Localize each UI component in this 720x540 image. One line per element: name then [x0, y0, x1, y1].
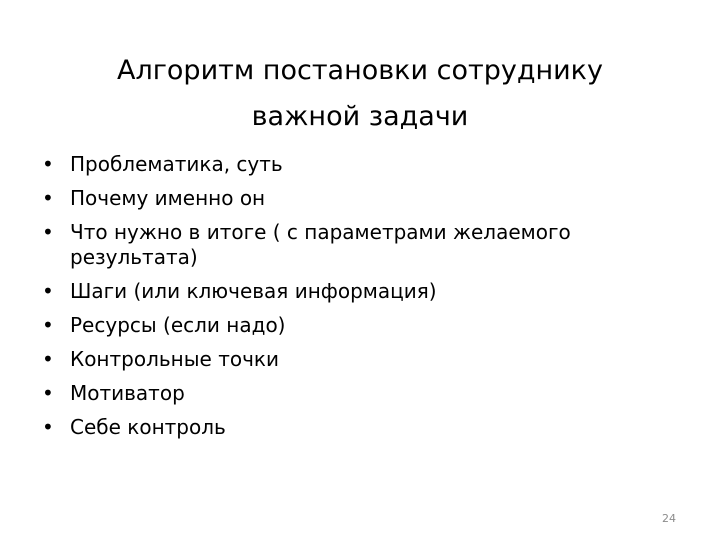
slide-title-line-1: Алгоритм постановки сотруднику: [117, 55, 603, 87]
bullet-item-why-him: [40, 186, 660, 211]
bullet-text: Что нужно в итоге ( с параметрами желаемого результата): [70, 220, 571, 269]
bullet-icon: •: [42, 313, 54, 337]
bullet-item-checkpoints: [40, 347, 660, 372]
bullet-item-self-control: [40, 415, 660, 440]
bullet-icon: •: [42, 152, 54, 176]
bullet-text: Контрольные точки: [70, 347, 279, 371]
bullet-text: Проблематика, суть: [70, 152, 283, 176]
bullet-item-problem: [40, 152, 660, 177]
bullet-text: Почему именно он: [70, 186, 266, 210]
bullet-icon: •: [42, 415, 54, 439]
bullet-text: Себе контроль: [70, 415, 226, 439]
slide-title: [60, 48, 660, 140]
bullet-icon: •: [42, 279, 54, 303]
bullet-icon: •: [42, 381, 54, 405]
bullet-list: [40, 152, 660, 449]
bullet-item-steps: [40, 279, 660, 304]
bullet-text: Шаги (или ключевая информация): [70, 279, 437, 303]
bullet-text: Мотиватор: [70, 381, 185, 405]
bullet-item-result: [40, 220, 660, 270]
bullet-item-resources: [40, 313, 660, 338]
bullet-icon: •: [42, 347, 54, 371]
page-number: 24: [662, 512, 676, 525]
bullet-icon: •: [42, 220, 54, 244]
bullet-text: Ресурсы (если надо): [70, 313, 286, 337]
slide-title-line-2: важной задачи: [251, 101, 469, 133]
bullet-icon: •: [42, 186, 54, 210]
bullet-item-motivator: [40, 381, 660, 406]
